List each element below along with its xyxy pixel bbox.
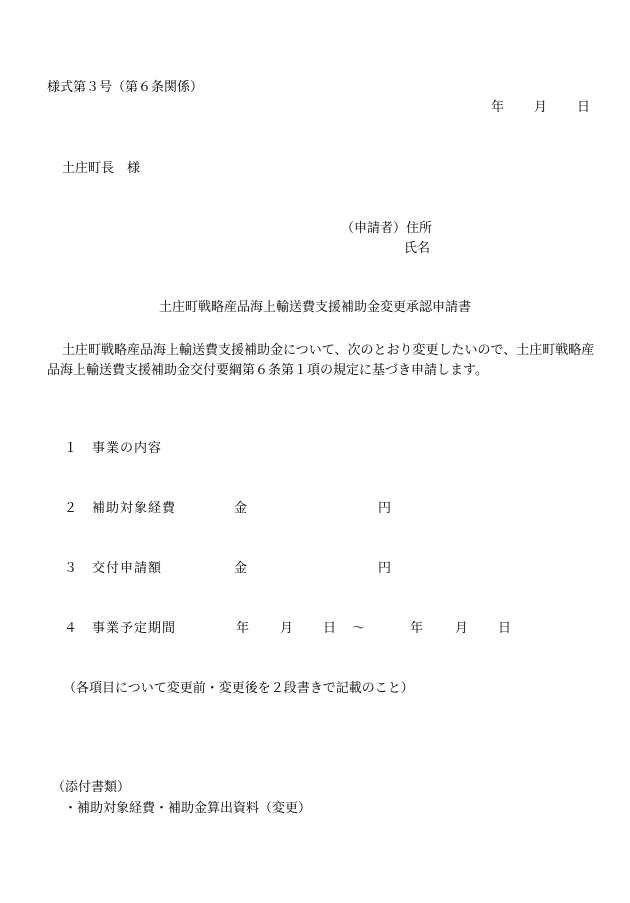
date-line [491, 100, 590, 116]
item-2-unit: 円 [378, 501, 392, 516]
item-2-label: 補助対象経費 [92, 501, 177, 516]
item-3-label: 交付申請額 [92, 561, 163, 576]
item-1-label: 事業の内容 [92, 441, 163, 456]
body-paragraph: 土庄町戦略産品海上輸送費支援補助金について、次のとおり変更したいので、土庄町戦略産品海上輸送費支援補助金交付要綱第６条第１項の規定に基づき申請します。 [47, 343, 595, 378]
period-separator: ～ [352, 621, 366, 636]
item-3-number: ３ [64, 561, 78, 576]
item-3-unit: 円 [378, 561, 392, 576]
period-start-day: 日 [323, 621, 337, 636]
applicant-name-label: 氏名 [404, 241, 431, 256]
attachments-heading: （添付書類） [52, 780, 131, 795]
attachment-item: ・補助対象経費・補助金算出資料（変更） [64, 801, 312, 816]
recipient: 土庄町長 様 [62, 161, 141, 176]
item-2-prefix: 金 [234, 501, 248, 516]
instruction-note: （各項目について変更前・変更後を２段書きで記載のこと） [63, 681, 414, 696]
form-number: 様式第３号（第６条関係） [47, 80, 204, 95]
period-start-year: 年 [236, 621, 250, 636]
item-2-number: ２ [64, 501, 78, 516]
item-4-number: ４ [64, 621, 78, 636]
date-month: 月 [533, 100, 547, 115]
period-end-year: 年 [410, 621, 424, 636]
item-3-prefix: 金 [234, 561, 248, 576]
period-start-month: 月 [280, 621, 294, 636]
item-4-label: 事業予定期間 [92, 621, 177, 636]
document-title: 土庄町戦略産品海上輸送費支援補助金変更承認申請書 [158, 300, 471, 315]
applicant-address-label: （申請者）住所 [341, 221, 433, 236]
period-end-month: 月 [455, 621, 469, 636]
item-1-number: １ [64, 441, 78, 456]
period-end-day: 日 [498, 621, 512, 636]
date-day: 日 [576, 100, 590, 115]
date-year: 年 [490, 100, 504, 115]
